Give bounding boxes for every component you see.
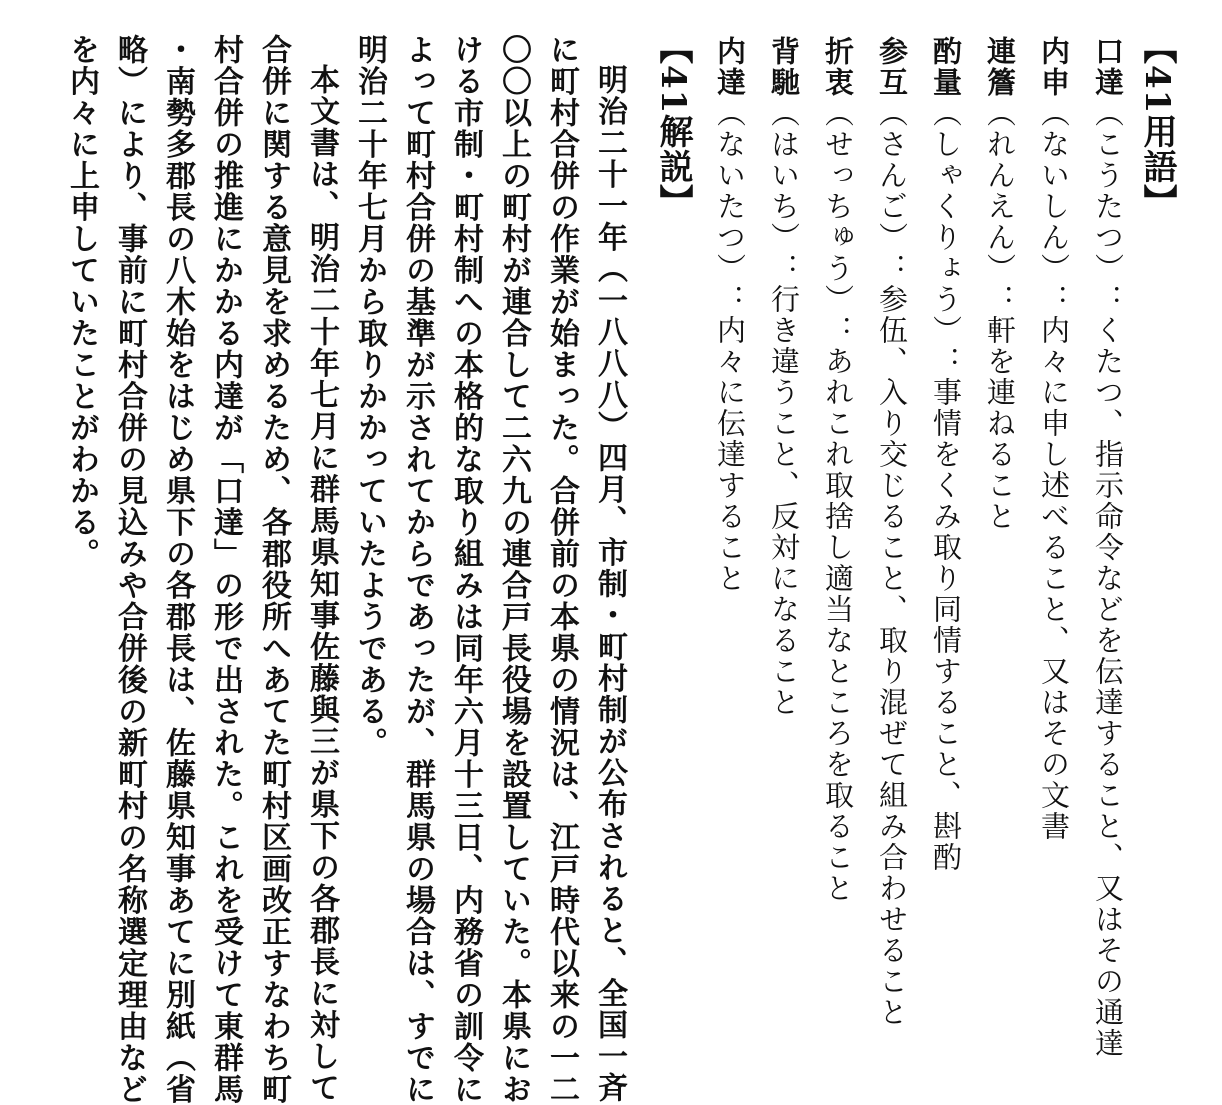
commentary-heading: 【41解説】 bbox=[653, 30, 693, 220]
glossary-definition: ：参伍、入り交じること、取り混ぜて組み合わせること bbox=[875, 253, 909, 1028]
glossary-entry bbox=[767, 36, 801, 718]
commentary-line: よって町村合併の基準が示されてからであったが、群馬県の場合は、すでに bbox=[400, 34, 435, 1105]
glossary-definition: ：軒を連ねること bbox=[983, 284, 1017, 532]
glossary-entry bbox=[713, 36, 747, 594]
glossary-reading: （せっちゅう） bbox=[821, 98, 855, 315]
glossary-entry bbox=[821, 36, 855, 904]
glossary-reading: （ないしん） bbox=[1037, 98, 1071, 284]
glossary-reading: （はいち） bbox=[767, 98, 801, 253]
glossary-reading: （さんご） bbox=[875, 98, 909, 253]
commentary-line: 略）により、事前に町村合併の見込みや合併後の新町村の名称選定理由など bbox=[112, 34, 147, 1105]
glossary-reading: （こうたつ） bbox=[1091, 98, 1125, 284]
glossary-term: 内申 bbox=[1037, 36, 1071, 98]
commentary-line: 本文書は、明治二十年七月に群馬県知事佐藤與三が県下の各郡長に対して bbox=[304, 64, 339, 1104]
glossary-entry bbox=[983, 36, 1017, 532]
glossary-entry bbox=[1091, 36, 1125, 1059]
glossary-reading: （しゃくりょう） bbox=[929, 98, 963, 346]
glossary-entry bbox=[1037, 36, 1071, 842]
commentary-line: 〇〇以上の町村が連合して二六九の連合戸長役場を設置していた。本県にお bbox=[496, 34, 531, 1105]
glossary-definition: ：くたつ、指示命令などを伝達すること、又はその通達 bbox=[1091, 284, 1125, 1059]
glossary-term: 折衷 bbox=[821, 36, 855, 98]
glossary-heading: 【41用語】 bbox=[1137, 30, 1177, 220]
glossary-term: 参互 bbox=[875, 36, 909, 98]
glossary-term: 連簷 bbox=[983, 36, 1017, 98]
glossary-entry bbox=[875, 36, 909, 1028]
commentary-line: 明治二十一年（一八八八）四月、市制・町村制が公布されると、全国一斉 bbox=[592, 64, 627, 1104]
glossary-definition: ：内々に申し述べること、又はその文書 bbox=[1037, 284, 1071, 842]
glossary-reading: （ないたつ） bbox=[713, 98, 747, 284]
commentary-line: ける市制・町村制への本格的な取り組みは同年六月十三日、内務省の訓令に bbox=[448, 34, 483, 1105]
commentary-line: ・南勢多郡長の八木始をはじめ県下の各郡長は、佐藤県知事あてに別紙（省 bbox=[160, 34, 195, 1105]
commentary-line: 村合併の推進にかかる内達が「口達」の形で出された。これを受けて東群馬 bbox=[208, 34, 243, 1105]
glossary-definition: ：事情をくみ取り同情すること、斟酌 bbox=[929, 346, 963, 873]
commentary-line: 明治二十年七月から取りかかっていたようである。 bbox=[352, 34, 387, 759]
glossary-term: 酌量 bbox=[929, 36, 963, 98]
glossary-definition: ：内々に伝達すること bbox=[713, 284, 747, 594]
commentary-line: を内々に上申していたことがわかる。 bbox=[64, 34, 99, 570]
glossary-term: 口達 bbox=[1091, 36, 1125, 98]
commentary-line: 合併に関する意見を求めるため、各郡役所へあてた町村区画改正すなわち町 bbox=[256, 34, 291, 1105]
glossary-term: 内達 bbox=[713, 36, 747, 98]
glossary-definition: ：あれこれ取捨し適当なところを取ること bbox=[821, 315, 855, 904]
glossary-definition: ：行き違うこと、反対になること bbox=[767, 253, 801, 718]
glossary-reading: （れんえん） bbox=[983, 98, 1017, 284]
commentary-line: に町村合併の作業が始まった。合併前の本県の情況は、江戸時代以来の一二 bbox=[544, 34, 579, 1105]
glossary-term: 背馳 bbox=[767, 36, 801, 98]
glossary-entry bbox=[929, 36, 963, 873]
